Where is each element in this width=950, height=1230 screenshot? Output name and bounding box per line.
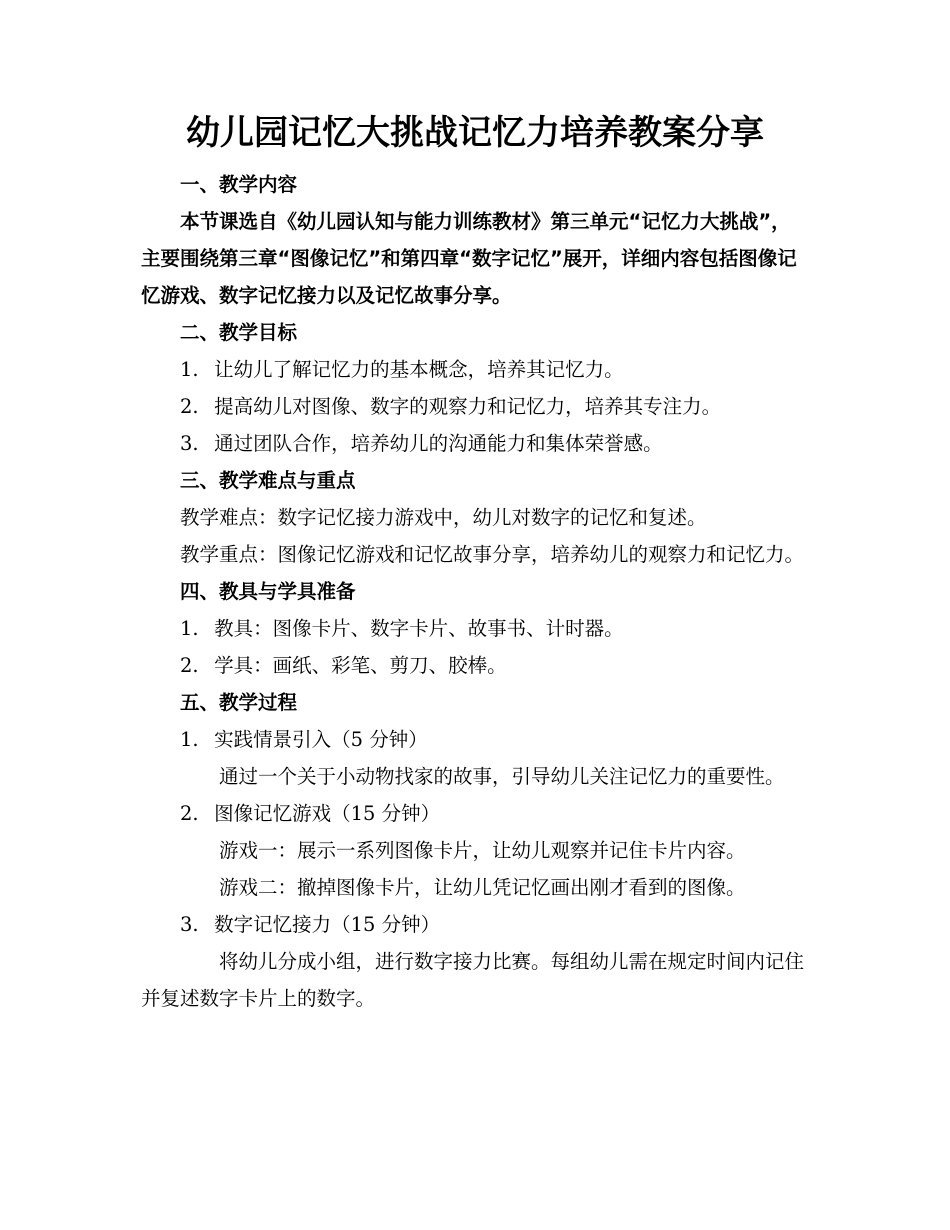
step-number: 3. — [180, 913, 199, 936]
tool-item — [141, 647, 809, 684]
process-step — [141, 721, 809, 758]
section-heading-tools: 四、教具与学具准备 — [180, 580, 356, 603]
goal-item — [141, 425, 809, 462]
step-label: 图像记忆游戏（15 分钟） — [214, 802, 441, 825]
step-paragraph: 游戏一：展示一系列图像卡片，让幼儿观察并记住卡片内容。 — [219, 839, 746, 862]
step-label: 实践情景引入（5 分钟） — [214, 728, 428, 751]
section-heading-goals: 二、教学目标 — [180, 321, 298, 344]
document-title: 幼儿园记忆大挑战记忆力培养教案分享 — [186, 113, 764, 153]
step-number: 1. — [180, 728, 199, 751]
goal-item — [141, 351, 809, 388]
goal-text: 让幼儿了解记忆力的基本概念，培养其记忆力。 — [214, 358, 624, 381]
tool-number: 1. — [180, 617, 199, 640]
process-step — [141, 795, 809, 832]
goal-item — [141, 388, 809, 425]
tool-item — [141, 610, 809, 647]
difficulty-paragraph: 教学难点：数字记忆接力游戏中，幼儿对数字的记忆和复述。 — [180, 506, 707, 529]
step-number: 2. — [180, 802, 199, 825]
tool-text: 学具：画纸、彩笔、剪刀、胶棒。 — [214, 654, 507, 677]
step-paragraph: 游戏二：撤掉图像卡片，让幼儿凭记忆画出刚才看到的图像。 — [219, 876, 746, 899]
goal-text: 提高幼儿对图像、数字的观察力和记忆力，培养其专注力。 — [214, 395, 722, 418]
section-heading-content: 一、教学内容 — [180, 173, 298, 196]
content-paragraph: 本节课选自《幼儿园认知与能力训练教材》第三单元“记忆力大挑战”，主要围绕第三章“图像记忆”和第四章“数字记忆”展开，详细内容包括图像记忆游戏、数字记忆接力以及记忆故事分享。 — [141, 210, 797, 307]
step-paragraph: 将幼儿分成小组，进行数字接力比赛。每组幼儿需在规定时间内记住并复述数字卡片上的数字。 — [141, 950, 805, 1010]
goal-number: 1. — [180, 358, 199, 381]
goal-number: 3. — [180, 432, 199, 455]
step-paragraph: 通过一个关于小动物找家的故事，引导幼儿关注记忆力的重要性。 — [219, 765, 785, 788]
process-step — [141, 906, 809, 943]
tool-text: 教具：图像卡片、数字卡片、故事书、计时器。 — [214, 617, 624, 640]
section-heading-process: 五、教学过程 — [180, 691, 298, 714]
goal-text: 通过团队合作，培养幼儿的沟通能力和集体荣誉感。 — [214, 432, 663, 455]
section-heading-difficulty: 三、教学难点与重点 — [180, 469, 356, 492]
key-point-paragraph: 教学重点：图像记忆游戏和记忆故事分享，培养幼儿的观察力和记忆力。 — [180, 543, 805, 566]
goal-number: 2. — [180, 395, 199, 418]
tool-number: 2. — [180, 654, 199, 677]
step-label: 数字记忆接力（15 分钟） — [214, 913, 441, 936]
document-body — [141, 166, 809, 1017]
